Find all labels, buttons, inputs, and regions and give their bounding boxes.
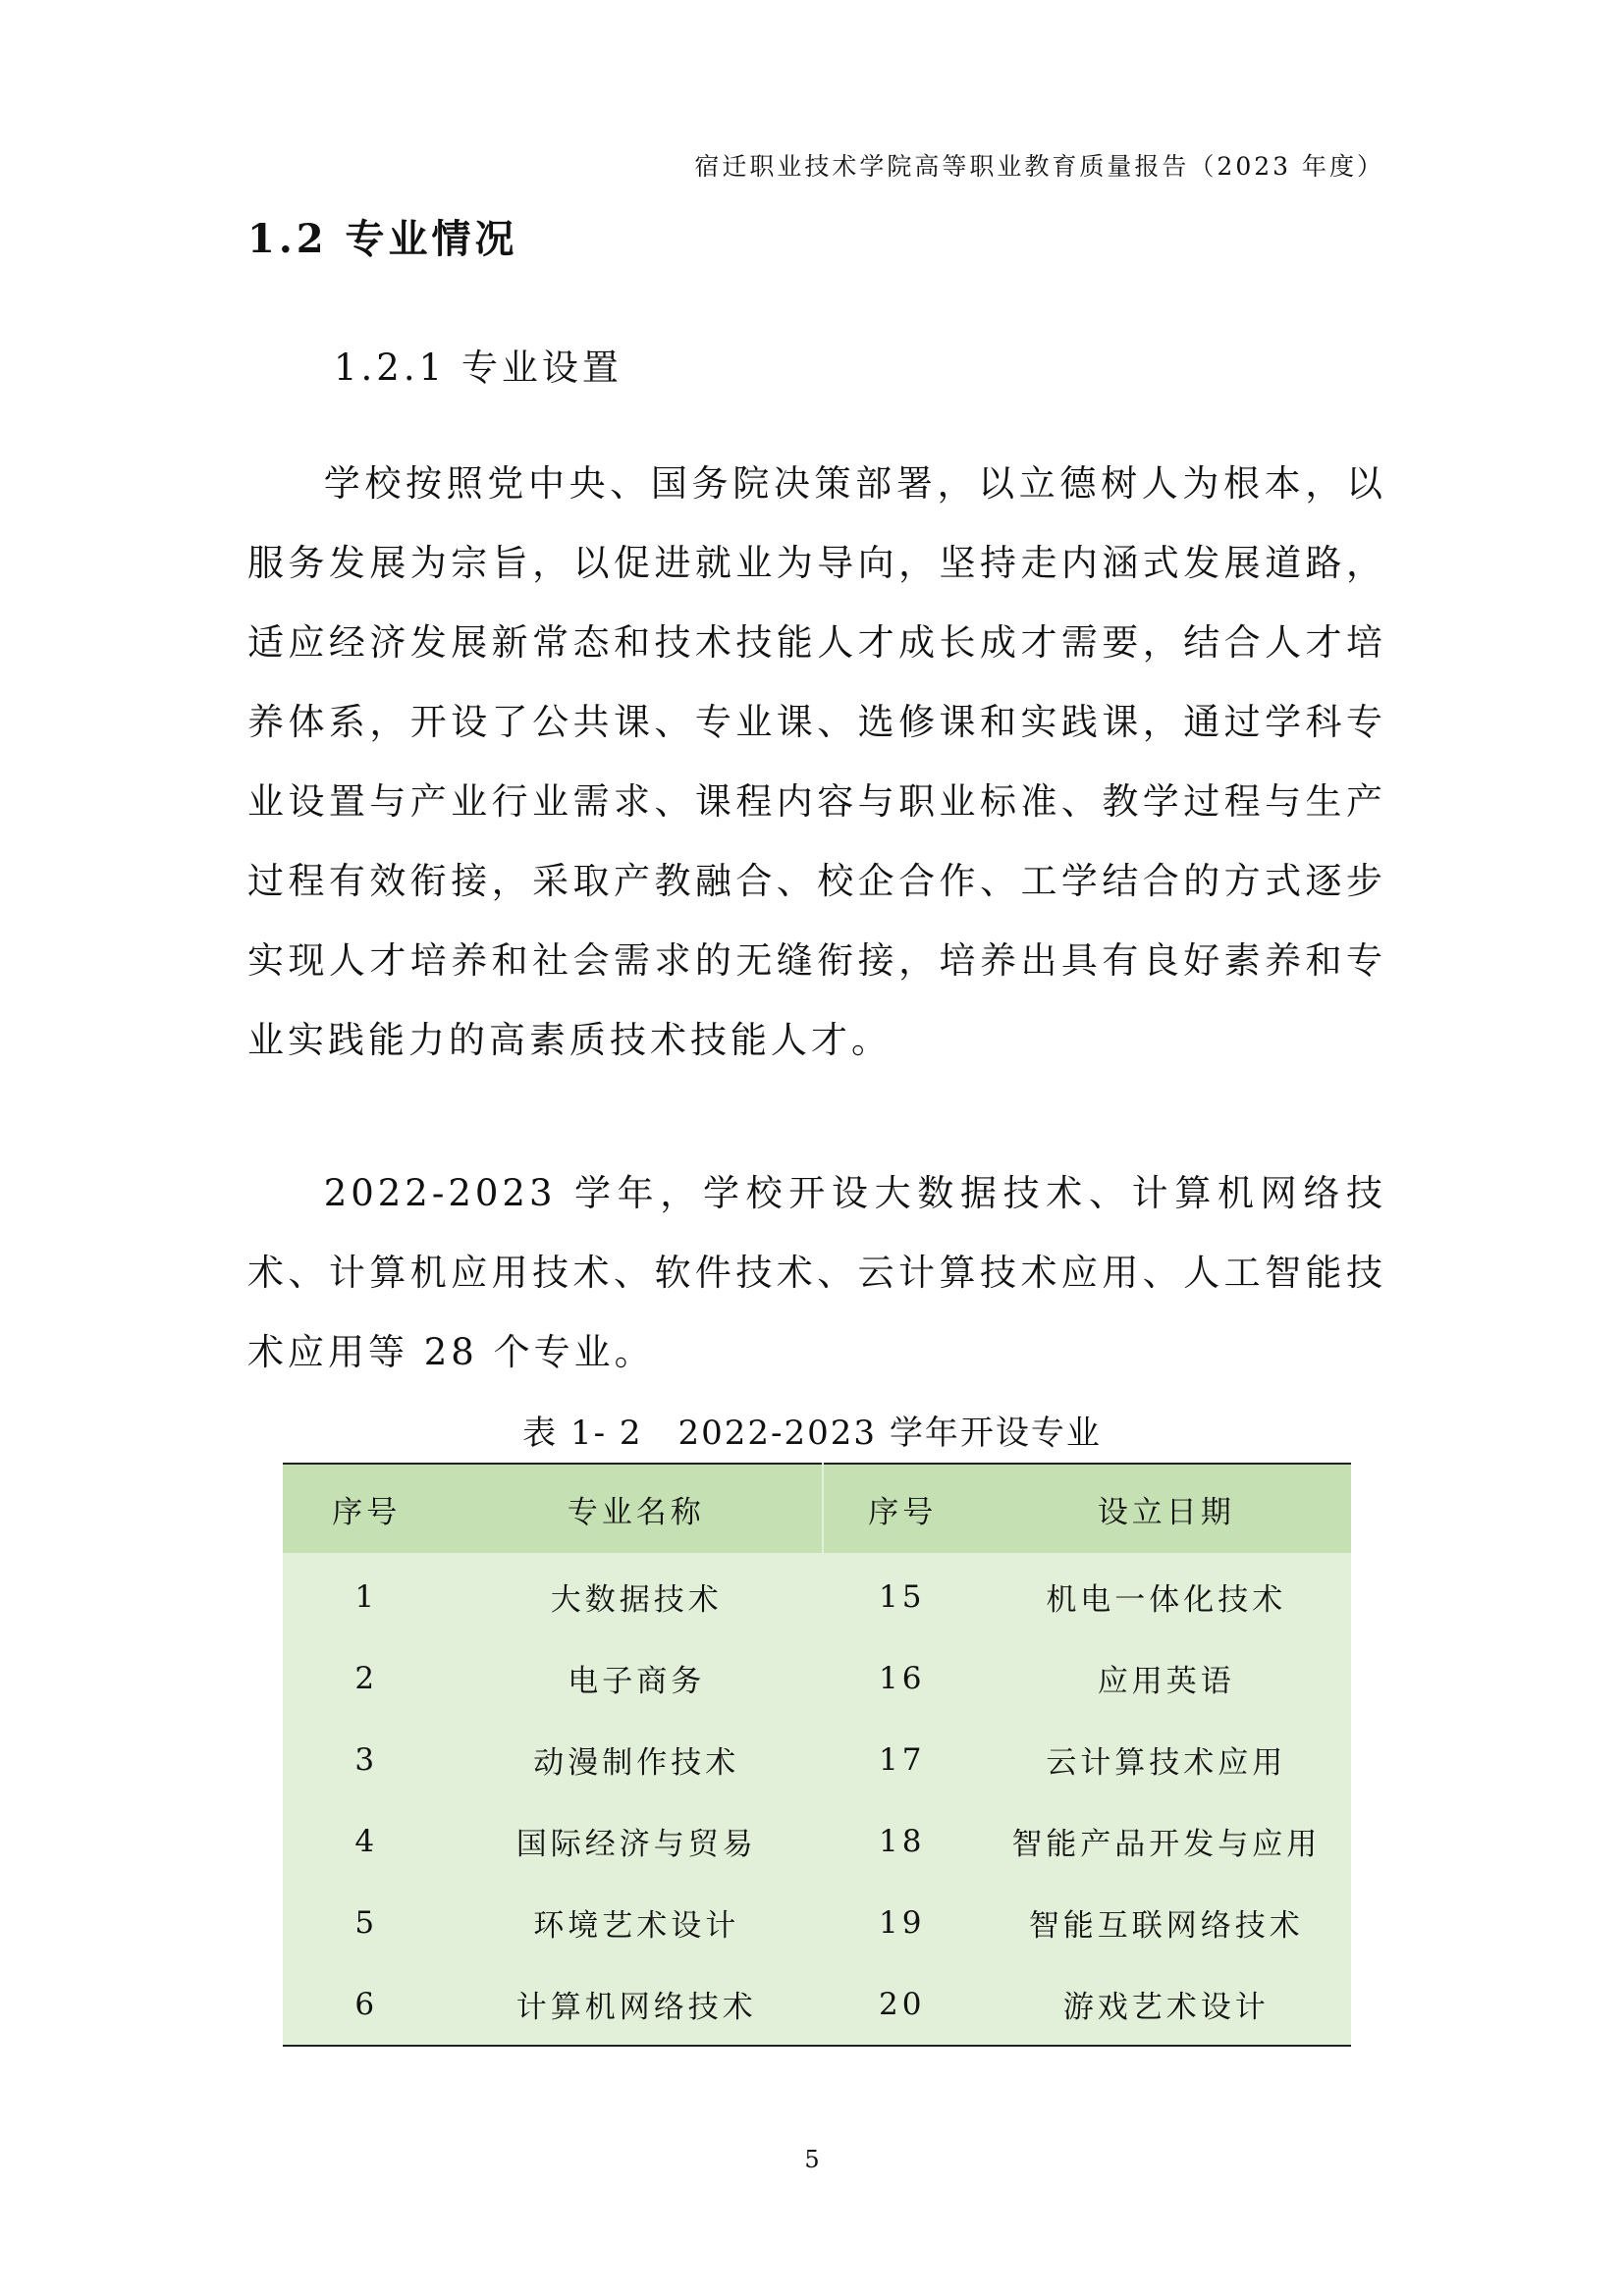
page-number: 5 (804, 2146, 820, 2173)
column-header: 序号 (868, 1494, 938, 1530)
table-cell: 16 (879, 1660, 926, 1696)
table-cell: 游戏艺术设计 (1062, 1990, 1270, 2025)
column-header: 专业名称 (451, 1464, 823, 1553)
table-cell: 4 (354, 1823, 379, 1859)
table-cell: 机电一体化技术 (1046, 1582, 1287, 1618)
table-cell: 智能产品开发与应用 (1011, 1827, 1322, 1862)
body-paragraph: 学校按照党中央、国务院决策部署，以立德树人为根本，以服务发展为宗旨，以促进就业为导向，坚持走内涵式发展道路，适应经济发展新常态和技术技能人才成长成才需要，结合人才培养体系，开设了公共课、专业课、选修课和实践课，通过学科专业设置与产业行业需求、课程内容与职业标准、教学过程与生产过程有效衔接，采取产教融合、校企合作、工学结合的方式逐步实现人才培养和社会需求的无缝衔接，培养出具有良好素养和专业实践能力的高素质技术技能人才。 (247, 462, 1386, 1061)
table-row (283, 1719, 1351, 1800)
table-row (283, 1637, 1351, 1719)
table-cell: 计算机网络技术 (515, 1990, 757, 2025)
column-header: 设立日期 (1097, 1494, 1235, 1530)
table-cell: 大数据技术 (550, 1582, 723, 1618)
body-paragraph: 2022-2023 学年，学校开设大数据技术、计算机网络技术、计算机应用技术、软件技术、云计算技术应用、人工智能技术应用等 28 个专业。 (247, 1172, 1386, 1373)
running-header: 宿迁职业技术学院高等职业教育质量报告（2023 年度） (694, 152, 1384, 181)
table-cell: 18 (879, 1823, 926, 1859)
table-row (283, 1963, 1351, 2046)
table-cell: 云计算技术应用 (1046, 1745, 1287, 1781)
table-cell: 17 (879, 1741, 926, 1778)
subsection-title: 1.2.1 专业设置 (334, 347, 623, 389)
table-header-row (283, 1464, 1351, 1553)
table-cell: 智能互联网络技术 (1028, 1908, 1304, 1944)
table-cell: 国际经济与贸易 (515, 1827, 757, 1862)
column-header: 序号 (332, 1494, 402, 1530)
section-title: 1.2 专业情况 (247, 216, 518, 262)
majors-table-container (283, 1463, 1351, 2047)
table-cell: 20 (879, 1986, 926, 2022)
table-cell: 环境艺术设计 (533, 1908, 740, 1944)
table-cell: 动漫制作技术 (533, 1745, 740, 1781)
table-row (283, 1800, 1351, 1882)
table-cell: 1 (354, 1578, 379, 1615)
table-cell: 电子商务 (568, 1664, 706, 1699)
table-cell: 6 (354, 1986, 379, 2022)
table-cell: 3 (354, 1741, 379, 1778)
majors-table (283, 1463, 1351, 2047)
table-cell: 19 (879, 1904, 926, 1941)
table-row (283, 1882, 1351, 1963)
table-cell: 2 (354, 1660, 379, 1696)
table-caption: 表 1- 2 2022-2023 学年开设专业 (522, 1414, 1102, 1453)
table-row (283, 1553, 1351, 1637)
table-cell: 应用英语 (1097, 1664, 1235, 1699)
table-cell: 5 (354, 1904, 379, 1941)
table-cell: 15 (879, 1578, 926, 1615)
